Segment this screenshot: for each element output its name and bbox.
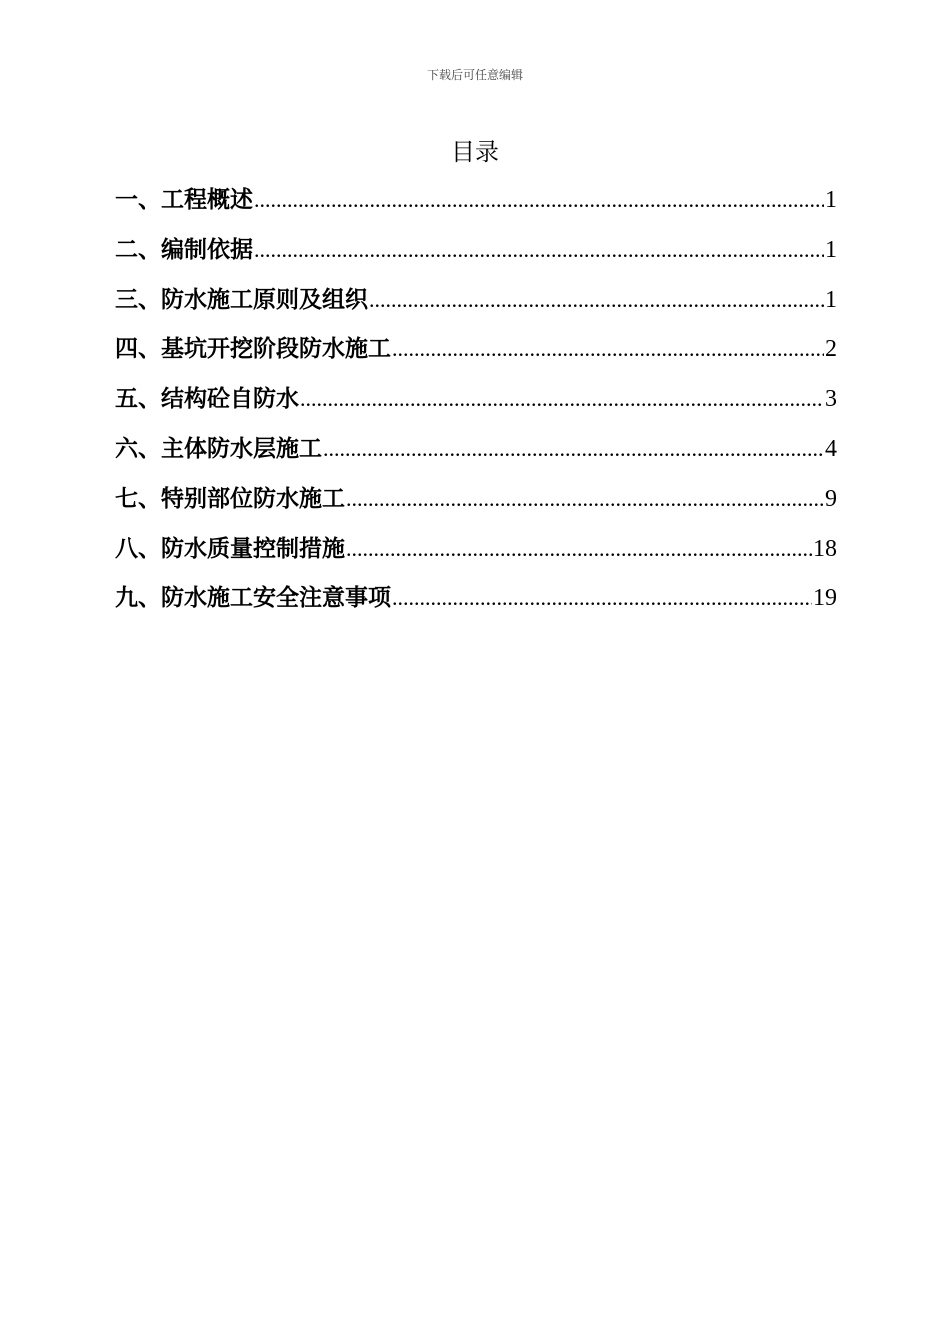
toc-leader-dots: [369, 280, 824, 320]
header-note: 下载后可任意编辑: [426, 68, 523, 82]
toc-entry-label: 三、防水施工原则及组织: [115, 286, 368, 313]
toc-entry-label: 五、结构砼自防水: [115, 386, 299, 413]
toc-entry-label: 九、防水施工安全注意事项: [115, 585, 391, 612]
toc-title: 目录: [451, 138, 499, 166]
toc-entry-page: 1: [825, 187, 837, 213]
toc-leader-dots: [392, 329, 824, 369]
toc-entry-page: 9: [825, 485, 837, 512]
toc-entry[interactable]: [115, 429, 837, 479]
toc-entry-label: 一、工程概述: [115, 187, 253, 213]
toc-entry[interactable]: [115, 180, 837, 230]
toc-entry-page: 18: [813, 535, 837, 562]
toc-entry-page: 1: [825, 236, 837, 263]
toc-entry-page: 3: [825, 386, 837, 413]
table-of-contents: [115, 180, 837, 628]
toc-entry[interactable]: [115, 529, 837, 579]
toc-entry-label: 七、特别部位防水施工: [115, 485, 345, 512]
toc-leader-dots: [346, 479, 824, 519]
toc-leader-dots: [323, 429, 824, 469]
toc-leader-dots: [346, 529, 812, 569]
toc-entry[interactable]: [115, 230, 837, 280]
toc-leader-dots: [254, 180, 824, 220]
toc-entry[interactable]: [115, 379, 837, 429]
toc-entry[interactable]: [115, 479, 837, 529]
toc-entry[interactable]: [115, 578, 837, 628]
toc-entry-label: 六、主体防水层施工: [115, 435, 322, 462]
toc-leader-dots: [392, 578, 812, 618]
toc-entry-label: 八、防水质量控制措施: [115, 535, 345, 562]
toc-entry[interactable]: [115, 329, 837, 379]
toc-entry[interactable]: [115, 280, 837, 330]
toc-entry-label: 四、基坑开挖阶段防水施工: [115, 336, 391, 363]
toc-leader-dots: [300, 379, 824, 419]
toc-entry-label: 二、编制依据: [115, 236, 253, 263]
toc-entry-page: 1: [825, 286, 837, 313]
toc-leader-dots: [254, 230, 824, 270]
toc-entry-page: 19: [813, 585, 837, 612]
toc-entry-page: 2: [825, 336, 837, 363]
toc-entry-page: 4: [825, 435, 837, 462]
